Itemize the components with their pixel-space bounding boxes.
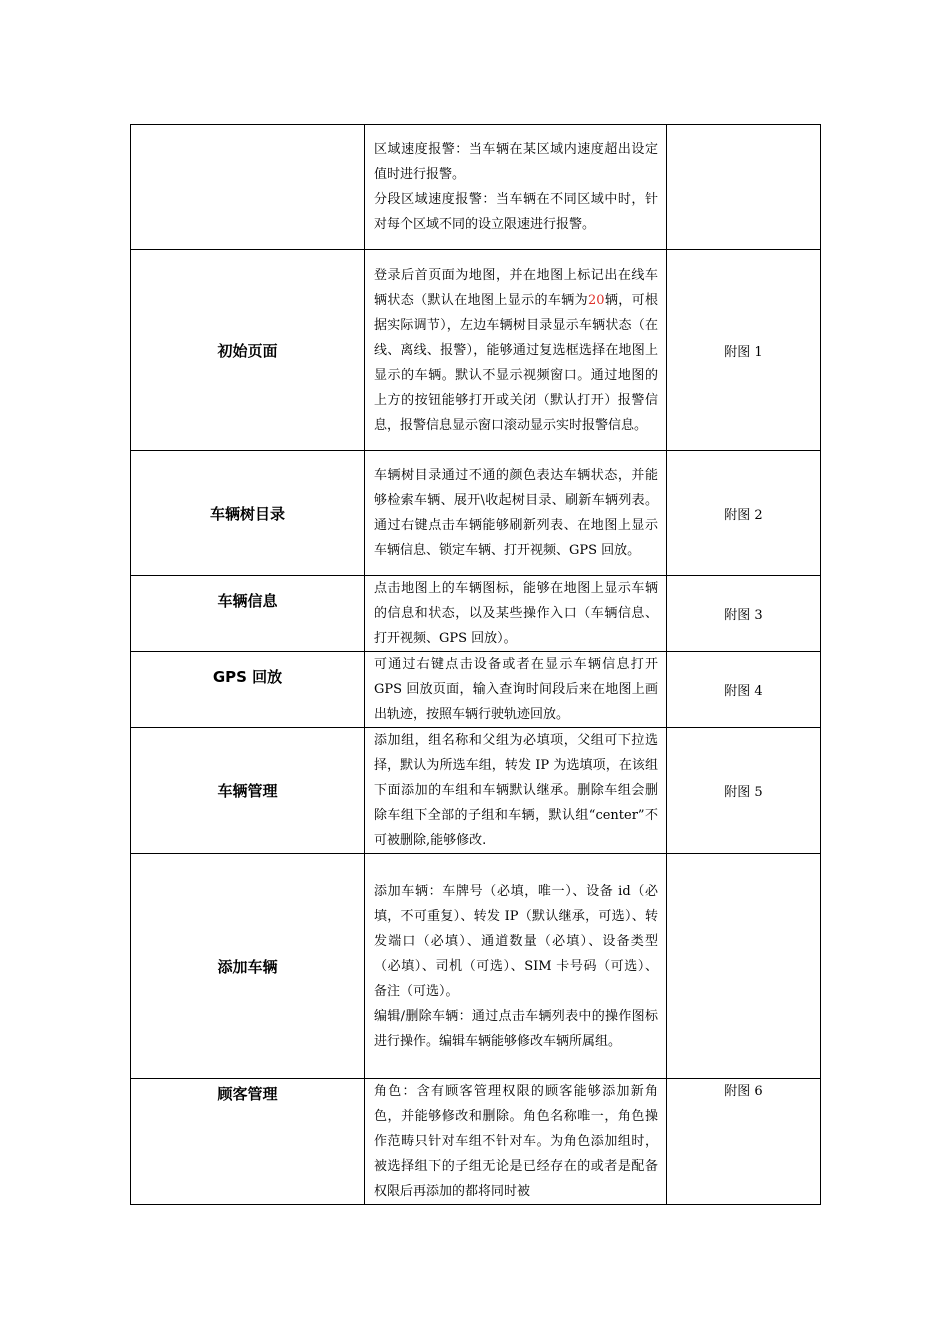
feature-table <box>130 124 821 1205</box>
description-paragraph: 分段区域速度报警：当车辆在不同区域中时，针对每个区域不同的设立限速进行报警。 <box>374 192 658 232</box>
feature-name: 初始页面 <box>131 250 365 451</box>
table-row <box>131 1079 821 1205</box>
feature-description <box>365 854 667 1079</box>
feature-name: 顾客管理 <box>131 1079 365 1205</box>
figure-ref: 附图 2 <box>667 451 821 576</box>
feature-description <box>365 250 667 451</box>
description-paragraph <box>374 263 658 438</box>
feature-description: 添加组，组名称和父组为必填项，父组可下拉选择，默认为所选车组，转发 IP 为选填项，在该组下面添加的车组和车辆默认继承。删除车组会删除车组下全部的子组和车辆，默认组“center”不可被删除,能够修改. <box>365 728 667 854</box>
table-row <box>131 854 821 1079</box>
feature-description: 可通过右键点击设备或者在显示车辆信息打开 GPS 回放页面，输入查询时间段后来在地图上画出轨迹，按照车辆行驶轨迹回放。 <box>365 652 667 728</box>
feature-name: 车辆信息 <box>131 576 365 652</box>
description-paragraph: 区域速度报警：当车辆在某区域内速度超出设定值时进行报警。 <box>374 142 658 182</box>
table-row <box>131 652 821 728</box>
description-paragraph: 添加车辆：车牌号（必填，唯一）、设备 id（必填，不可重复）、转发 IP（默认继承，可选）、转发端口（必填）、通道数量（必填）、设备类型（必填）、司机（可选）、SIM 卡号码（可选）、备注（可选）。 <box>374 883 658 999</box>
description-paragraph: 编辑/删除车辆：通过点击车辆列表中的操作图标进行操作。编辑车辆能够修改车辆所属组。 <box>374 1008 658 1049</box>
table-row <box>131 125 821 250</box>
figure-ref: 附图 4 <box>667 652 821 728</box>
feature-description: 角色：含有顾客管理权限的顾客能够添加新角色，并能够修改和删除。角色名称唯一，角色操作范畴只针对车组不针对车。为角色添加组时，被选择组下的子组无论是已经存在的或者是配备权限后再添加的都将同时被 <box>365 1079 667 1205</box>
figure-ref: 附图 3 <box>667 576 821 652</box>
description-text: 辆，可根据实际调节），左边车辆树目录显示车辆状态（在线、离线、报警），能够通过复选框选择在地图上显示的车辆。默认不显示视频窗口。通过地图的上方的按钮能够打开或关闭（默认打开）报警信息，报警信息显示窗口滚动显示实时报警信息。 <box>374 292 658 433</box>
table-row <box>131 576 821 652</box>
figure-ref: 附图 6 <box>667 1079 821 1205</box>
table-row <box>131 451 821 576</box>
feature-description: 点击地图上的车辆图标，能够在地图上显示车辆的信息和状态，以及某些操作入口（车辆信息、打开视频、GPS 回放）。 <box>365 576 667 652</box>
feature-name: GPS 回放 <box>131 652 365 728</box>
feature-name: 车辆树目录 <box>131 451 365 576</box>
feature-description: 车辆树目录通过不通的颜色表达车辆状态，并能够检索车辆、展开\收起树目录、刷新车辆列表。 通过右键点击车辆能够刷新列表、在地图上显示车辆信息、锁定车辆、打开视频、GPS 回放。 <box>365 451 667 576</box>
feature-name: 车辆管理 <box>131 728 365 854</box>
figure-ref <box>667 125 821 250</box>
feature-name <box>131 125 365 250</box>
highlight-number: 20 <box>587 292 605 308</box>
feature-name: 添加车辆 <box>131 854 365 1079</box>
figure-ref <box>667 854 821 1079</box>
table-row <box>131 728 821 854</box>
figure-ref: 附图 1 <box>667 250 821 451</box>
description-text: 登录后首页面为地图，并在地图上标记出在线车辆状态（默认在地图上显示的车辆为 <box>374 267 658 308</box>
feature-description <box>365 125 667 250</box>
figure-ref: 附图 5 <box>667 728 821 854</box>
table-row <box>131 250 821 451</box>
